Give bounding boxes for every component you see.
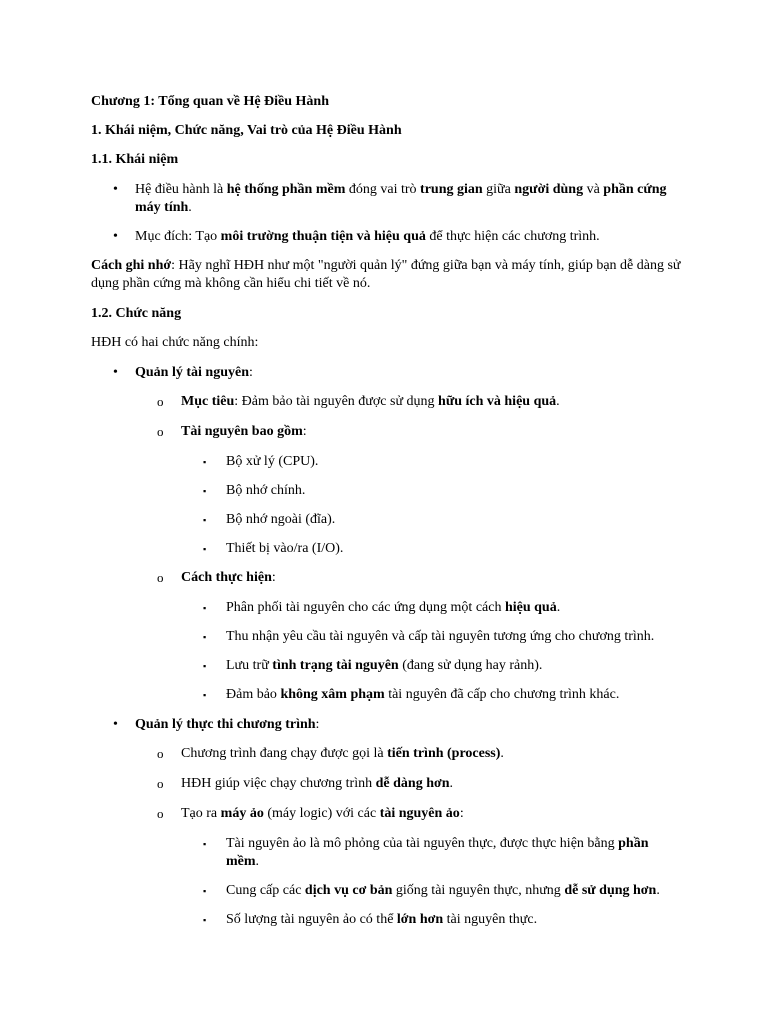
- concept-bullet-text: [135, 181, 673, 217]
- goal-item: [157, 393, 677, 411]
- program-item: [157, 745, 677, 763]
- text-run: .: [500, 746, 504, 761]
- program-text: [181, 745, 677, 763]
- section-1-title: 1. Khái niệm, Chức năng, Vai trò của Hệ Điều Hành: [91, 123, 402, 138]
- concept-bullet-text: [135, 228, 673, 246]
- bold-text-run: tài nguyên ảo: [379, 806, 460, 821]
- resource-management-item: [113, 364, 673, 382]
- text-run: HĐH giúp việc chạy chương trình: [181, 776, 376, 791]
- bold-text-run: Cách ghi nhớ: [91, 258, 172, 273]
- program-text: [181, 805, 677, 823]
- bullet-marker: ▪: [203, 603, 207, 613]
- resource-item: [203, 482, 663, 500]
- how-item: [203, 599, 663, 617]
- bullet-marker: o: [157, 424, 164, 439]
- text-run: để thực hiện các chương trình.: [425, 229, 600, 244]
- text-run: Chương trình đang chạy được gọi là: [181, 746, 388, 761]
- program-management-item: [113, 716, 673, 734]
- program-text: [181, 775, 677, 793]
- bullet-marker: o: [157, 394, 164, 409]
- bold-text-run: phần mềm: [226, 836, 649, 869]
- bullet-marker: ▪: [203, 515, 207, 525]
- virtual-item: [203, 835, 663, 871]
- how-text: [226, 686, 663, 704]
- bullet-marker: ▪: [203, 839, 207, 849]
- text-run: Mục đích: Tạo: [135, 229, 221, 244]
- bullet-marker: o: [157, 776, 164, 791]
- virtual-item: [203, 911, 663, 929]
- concept-bullet: [113, 181, 673, 217]
- bold-text-run: tiến trình (process): [387, 746, 501, 761]
- text-run: .: [556, 600, 561, 615]
- bullet-marker: •: [113, 365, 118, 380]
- bullet-marker: ▪: [203, 632, 207, 642]
- bold-text-run: Mục tiêu: [181, 394, 235, 409]
- text-run: đóng vai trò: [345, 182, 421, 197]
- how-text: [226, 628, 663, 646]
- virtual-text: [226, 882, 663, 900]
- functions-intro: HĐH có hai chức năng chính:: [91, 335, 259, 350]
- text-run: Số lượng tài nguyên ảo có thể: [226, 912, 397, 927]
- text-run: giữa: [482, 182, 515, 197]
- text-run: Tạo ra: [181, 806, 221, 821]
- chapter-title: Chương 1: Tổng quan về Hệ Điều Hành: [91, 94, 330, 109]
- text-run: và: [583, 182, 604, 197]
- resource-text: Bộ nhớ ngoài (đĩa).: [226, 512, 336, 527]
- virtual-text: [226, 911, 663, 929]
- bold-text-run: tình trạng tài nguyên: [272, 658, 399, 673]
- text-run: .: [255, 854, 260, 869]
- virtual-item: [203, 882, 663, 900]
- resource-text: Thiết bị vào/ra (I/O).: [226, 541, 344, 556]
- bullet-marker: •: [113, 229, 118, 244]
- bullet-marker: ▪: [203, 690, 207, 700]
- virtual-text: [226, 835, 663, 871]
- resource-text: Bộ nhớ chính.: [226, 483, 306, 498]
- resources-include-item: [157, 423, 677, 441]
- resources-include-text: [181, 423, 677, 441]
- bullet-marker: o: [157, 806, 164, 821]
- bold-text-run: hệ thống phần mềm: [226, 182, 346, 197]
- goal-text: [181, 393, 677, 411]
- text-run: :: [315, 717, 320, 732]
- bold-text-run: phần cứng máy tính: [135, 182, 667, 215]
- how-text: [226, 599, 663, 617]
- text-run: Hệ điều hành là: [135, 182, 227, 197]
- program-item: [157, 805, 677, 823]
- resource-item: [203, 511, 663, 529]
- bullet-marker: ▪: [203, 544, 207, 554]
- how-to-text: [181, 569, 677, 587]
- how-to-item: [157, 569, 677, 587]
- text-run: .: [188, 200, 192, 215]
- text-run: giống tài nguyên thực, nhưng: [392, 883, 565, 898]
- bold-text-run: người dùng: [514, 182, 584, 197]
- bullet-marker: ▪: [203, 915, 207, 925]
- text-run: tài nguyên thực.: [443, 912, 538, 927]
- bold-text-run: Cách thực hiện: [181, 570, 272, 585]
- text-run: Lưu trữ: [226, 658, 273, 673]
- how-item: [203, 686, 663, 704]
- bold-text-run: Tài nguyên bao gồm: [181, 424, 303, 439]
- bold-text-run: không xâm phạm: [280, 687, 385, 702]
- program-item: [157, 775, 677, 793]
- bold-text-run: trung gian: [420, 182, 483, 197]
- concept-bullet: [113, 228, 673, 246]
- how-item: [203, 657, 663, 675]
- text-run: (đang sử dụng hay rảnh).: [398, 658, 543, 673]
- text-run: :: [271, 570, 276, 585]
- resource-management-text: [135, 364, 673, 382]
- bullet-marker: ▪: [203, 457, 207, 467]
- bullet-marker: •: [113, 717, 118, 732]
- text-run: Cung cấp các: [226, 883, 305, 898]
- bold-text-run: hữu ích và hiệu quả: [438, 394, 557, 409]
- text-run: Phân phối tài nguyên cho các ứng dụng một cách: [226, 600, 505, 615]
- text-run: :: [248, 365, 253, 380]
- text-run: Tài nguyên ảo là mô phỏng của tài nguyên thực, được thực hiện bằng: [226, 836, 619, 851]
- text-run: .: [656, 883, 660, 898]
- bold-text-run: môi trường thuận tiện và hiệu quả: [220, 229, 426, 244]
- text-run: Thu nhận yêu cầu tài nguyên và cấp tài nguyên tương ứng cho chương trình.: [226, 629, 655, 644]
- resource-text: Bộ xử lý (CPU).: [226, 454, 319, 469]
- text-run: Đảm bảo: [226, 687, 281, 702]
- bold-text-run: lớn hơn: [396, 912, 444, 927]
- program-management-text: [135, 716, 673, 734]
- resource-item: [203, 453, 663, 471]
- bullet-marker: ▪: [203, 661, 207, 671]
- bold-text-run: Quản lý thực thi chương trình: [135, 717, 316, 732]
- bullet-marker: ▪: [203, 886, 207, 896]
- bold-text-run: Quản lý tài nguyên: [135, 365, 249, 380]
- section-1-2-title: 1.2. Chức năng: [91, 306, 182, 321]
- bold-text-run: dễ dàng hơn: [375, 776, 450, 791]
- bullet-marker: o: [157, 570, 164, 585]
- how-text: [226, 657, 663, 675]
- memory-tip: [91, 257, 681, 293]
- bold-text-run: máy ảo: [220, 806, 264, 821]
- text-run: : Hãy nghĩ HĐH như một "người quản lý" đứng giữa bạn và máy tính, giúp bạn dễ dàng sử dụng phần cứng mà không cần hiểu chi tiết về nó.: [91, 258, 681, 291]
- bold-text-run: hiệu quả: [504, 600, 557, 615]
- text-run: .: [556, 394, 560, 409]
- bullet-marker: •: [113, 182, 118, 197]
- bold-text-run: dễ sử dụng hơn: [564, 883, 657, 898]
- text-run: : Đảm bảo tài nguyên được sử dụng: [234, 394, 439, 409]
- section-1-1-title: 1.1. Khái niệm: [91, 152, 179, 167]
- text-run: (máy logic) với các: [263, 806, 380, 821]
- text-run: tài nguyên đã cấp cho chương trình khác.: [384, 687, 620, 702]
- text-run: .: [449, 776, 454, 791]
- how-item: [203, 628, 663, 646]
- bullet-marker: ▪: [203, 486, 207, 496]
- resource-item: [203, 540, 663, 558]
- text-run: :: [302, 424, 307, 439]
- bold-text-run: dịch vụ cơ bản: [304, 883, 393, 898]
- bullet-marker: o: [157, 746, 164, 761]
- text-run: :: [459, 806, 464, 821]
